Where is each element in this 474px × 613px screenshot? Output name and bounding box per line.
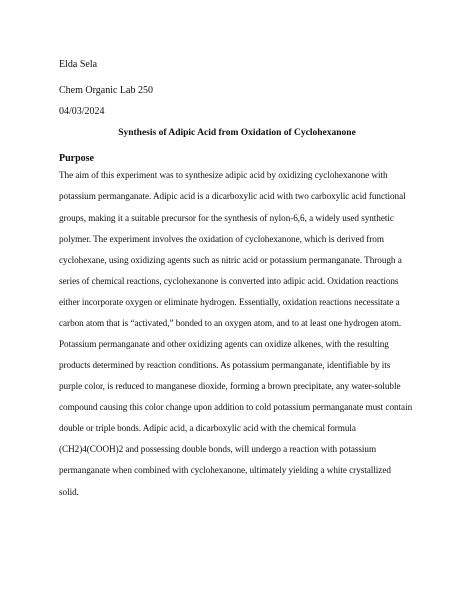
report-date: 04/03/2024: [59, 106, 105, 117]
paragraph-line: purple color, is reduced to manganese dioxide, forming a brown precipitate, any water-soluble: [59, 381, 401, 391]
paragraph-line: Potassium permanganate and other oxidizing agents can oxidize alkenes, with the resulting: [59, 339, 389, 349]
paragraph-line: compound causing this color change upon addition to cold potassium permanganate must contain: [59, 402, 413, 412]
author-name: Elda Sela: [59, 59, 98, 70]
paragraph-line: double or triple bonds. Adipic acid, a dicarboxylic acid with the chemical formula: [59, 423, 356, 433]
document-title: Synthesis of Adipic Acid from Oxidation of Cyclohexanone: [118, 128, 356, 138]
course-name: Chem Organic Lab 250: [59, 85, 153, 96]
paragraph-line: solid.: [59, 487, 79, 497]
paragraph-line: (CH2)4(COOH)2 and possessing double bonds, will undergo a reaction with potassium: [59, 444, 377, 454]
paragraph-line: cyclohexane, using oxidizing agents such as nitric acid or potassium permanganate. Through a: [59, 255, 402, 265]
paragraph-line: polymer. The experiment involves the oxidation of cyclohexanone, which is derived from: [59, 234, 384, 244]
paragraph-line: groups, making it a suitable precursor for the synthesis of nylon-6,6, a widely used synthetic: [59, 213, 394, 223]
paragraph-line: potassium permanganate. Adipic acid is a dicarboxylic acid with two carboxylic acid functional: [59, 191, 406, 201]
paragraph-line: permanganate when combined with cyclohexanone, ultimately yielding a white crystallized: [59, 465, 391, 475]
paragraph-line: carbon atom that is “activated,” bonded to an oxygen atom, and to at least one hydrogen atom.: [59, 318, 402, 328]
paragraph-line: The aim of this experiment was to synthesize adipic acid by oxidizing cyclohexanone with: [59, 170, 388, 180]
paragraph-line: products determined by reaction conditions. As potassium permanganate, identifiable by its: [59, 360, 391, 370]
paragraph-line: series of chemical reactions, cyclohexanone is converted into adipic acid. Oxidation reactions: [59, 276, 399, 286]
section-heading-purpose: Purpose: [59, 153, 94, 164]
paragraph-line: either incorporate oxygen or eliminate hydrogen. Essentially, oxidation reactions necessitate a: [59, 297, 400, 307]
